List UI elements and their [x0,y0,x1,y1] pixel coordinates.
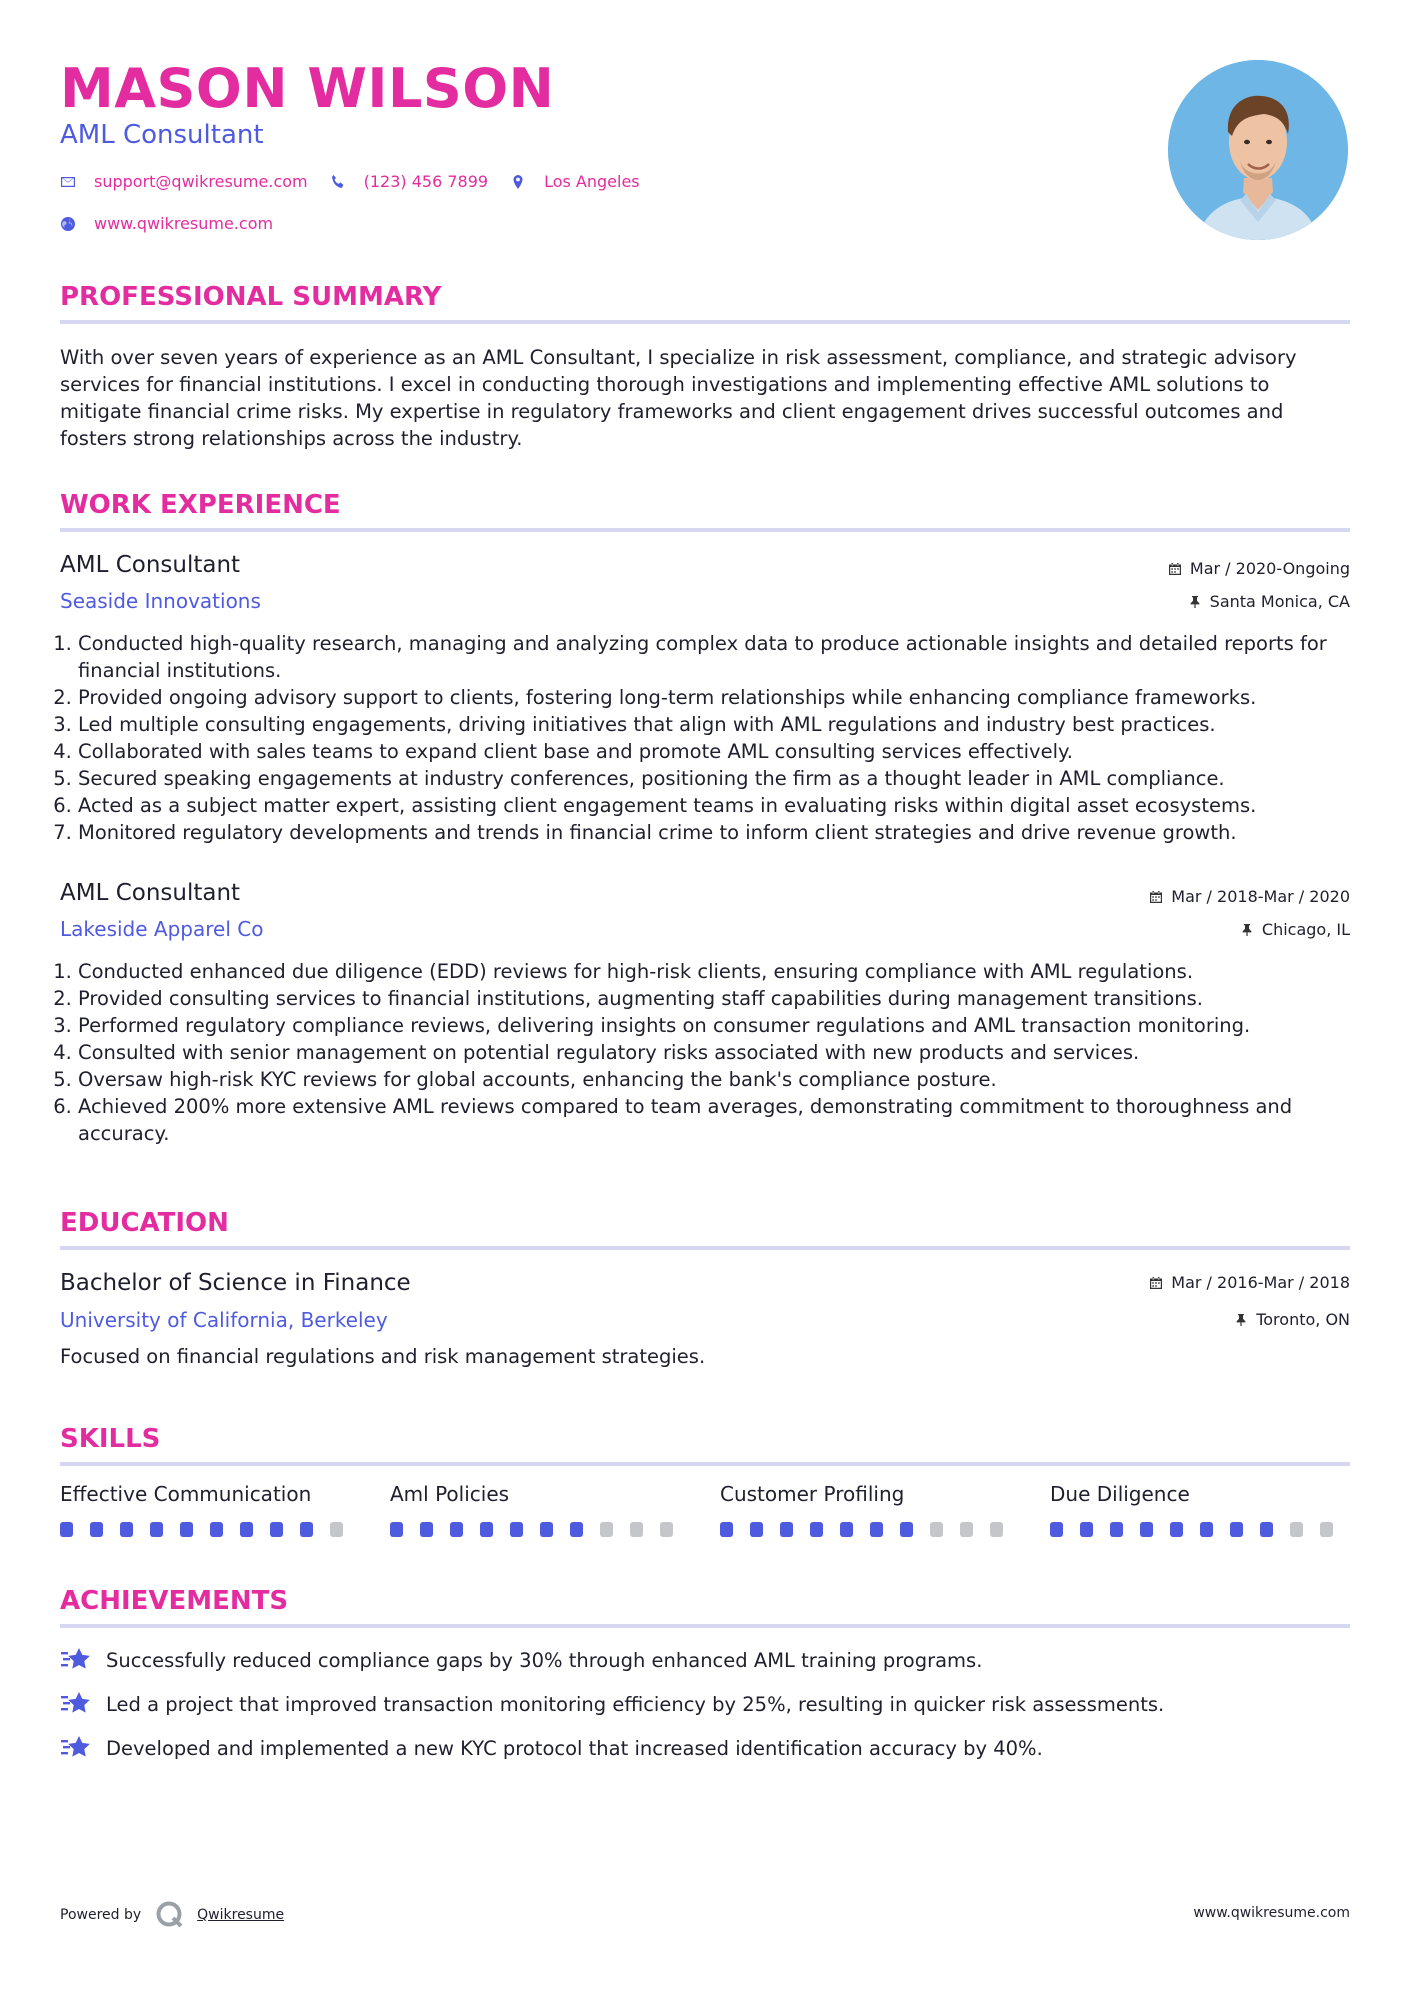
achievement-text: Led a project that improved transaction monitoring efficiency by 25%, resulting in quicker risk assessments. [106,1692,1165,1716]
experience-heading: WORK EXPERIENCE [60,490,341,520]
skill-dot-filled [780,1522,793,1537]
skill-dot-empty [930,1522,943,1537]
skill-dot-filled [180,1522,193,1537]
skill-dot-filled [510,1522,523,1537]
skill-rating [1050,1522,1350,1537]
skill-dot-filled [210,1522,223,1537]
list-item: 6. Acted as a subject matter expert, assisting client engagement teams in evaluating risks within digital asset ecosystems. [78,792,1368,819]
skill-dot-filled [240,1522,253,1537]
summary-heading: PROFESSIONAL SUMMARY [60,282,442,312]
job-dates [1149,886,1350,908]
pushpin-icon [1234,1313,1248,1327]
envelope-icon [60,174,76,190]
location-text: Los Angeles [544,172,640,191]
phone-item[interactable] [330,172,488,191]
skill-name: Due Diligence [1050,1482,1190,1506]
list-item: 1. Conducted enhanced due diligence (EDD) reviews for high-risk clients, ensuring compliance with AML regulations. [78,958,1368,985]
skill-dot-filled [120,1522,133,1537]
brand-link[interactable]: Qwikresume [197,1907,285,1923]
education-divider [60,1246,1350,1250]
list-item: 4. Collaborated with sales teams to expand client base and promote AML consulting services effectively. [78,738,1368,765]
email-text: support@qwikresume.com [94,172,308,191]
skill-dot-filled [300,1522,313,1537]
map-pin-icon [510,174,526,190]
experience-divider [60,528,1350,532]
pushpin-icon [1188,595,1202,609]
skills-heading: SKILLS [60,1424,161,1454]
achievement-item [60,1690,1164,1718]
list-item: 3. Performed regulatory compliance reviews, delivering insights on consumer regulations and AML transaction monitoring. [78,1012,1368,1039]
resume-page [60,0,1350,1990]
star-icon [60,1646,92,1674]
calendar-icon [1168,562,1182,576]
list-item: 5. Secured speaking engagements at industry conferences, positioning the firm as a thought leader in AML compliance. [78,765,1368,792]
calendar-icon [1149,890,1163,904]
skill-dot-filled [1230,1522,1243,1537]
list-item: 2. Provided consulting services to financial institutions, augmenting staff capabilities during management transitions. [78,985,1368,1012]
skill-rating [720,1522,1020,1537]
education-description: Focused on financial regulations and risk management strategies. [60,1345,706,1368]
achievement-text: Successfully reduced compliance gaps by 30% through enhanced AML training programs. [106,1648,983,1672]
skill-item [1050,1480,1350,1537]
skill-dot-filled [720,1522,733,1537]
achievement-item [60,1646,982,1674]
skill-item [60,1480,360,1537]
skill-name: Aml Policies [390,1482,510,1506]
star-icon [60,1734,92,1762]
job-dates-text: Mar / 2018-Mar / 2020 [1171,887,1350,906]
skill-dot-filled [1080,1522,1093,1537]
profile-photo [1168,60,1348,240]
skill-dot-filled [90,1522,103,1537]
skill-name: Effective Communication [60,1482,312,1506]
skill-dot-empty [600,1522,613,1537]
summary-text: With over seven years of experience as an AML Consultant, I specialize in risk assessment, compliance, and strategic advisory services for financial institutions. I excel in conducting thorough investigations and implementing effective AML solutions to mitigate financial crime risks. My expertise in regulatory frameworks and client engagement drives successful outcomes and fosters strong relationships across the industry. [60,346,1297,450]
skill-dot-empty [960,1522,973,1537]
job-location [1240,919,1350,941]
education-location-text: Toronto, ON [1256,1310,1350,1329]
skill-dot-filled [840,1522,853,1537]
powered-by-label: Powered by [60,1907,142,1923]
job-location [1188,591,1350,613]
summary-divider [60,320,1350,324]
profile-photo-illustration [1168,60,1348,240]
degree-title: Bachelor of Science in Finance [60,1270,411,1296]
job-company: Lakeside Apparel Co [60,917,264,941]
job-bullets [60,630,1368,846]
skill-dot-filled [570,1522,583,1537]
skill-dot-filled [900,1522,913,1537]
skill-dot-empty [1290,1522,1303,1537]
skill-dot-filled [480,1522,493,1537]
candidate-role: AML Consultant [60,120,264,150]
skill-dot-filled [870,1522,883,1537]
job-location-text: Santa Monica, CA [1209,592,1350,611]
education-dates [1149,1272,1350,1294]
skill-rating [60,1522,360,1537]
education-dates-text: Mar / 2016-Mar / 2018 [1171,1273,1350,1292]
achievements-divider [60,1624,1350,1628]
skill-rating [390,1522,690,1537]
skill-dot-filled [1110,1522,1123,1537]
footer-powered-by [60,1900,284,1930]
skill-dot-filled [1140,1522,1153,1537]
achievement-item [60,1734,1043,1762]
skill-dot-empty [1320,1522,1333,1537]
skill-dot-filled [420,1522,433,1537]
skill-dot-filled [450,1522,463,1537]
skill-dot-filled [810,1522,823,1537]
candidate-name: MASON WILSON [60,57,555,120]
education-heading: EDUCATION [60,1208,229,1238]
education-location [1234,1309,1350,1331]
skill-dot-filled [390,1522,403,1537]
skill-dot-empty [990,1522,1003,1537]
achievement-text: Developed and implemented a new KYC protocol that increased identification accuracy by 40%. [106,1736,1043,1760]
school-name: University of California, Berkeley [60,1308,388,1332]
skill-dot-empty [330,1522,343,1537]
location-item [510,172,640,191]
skill-dot-filled [1200,1522,1213,1537]
phone-icon [330,174,346,190]
website-item[interactable] [60,214,273,233]
achievements-heading: ACHIEVEMENTS [60,1586,289,1616]
list-item: 6. Achieved 200% more extensive AML reviews compared to team averages, demonstrating commitment to thoroughness and accuracy. [78,1093,1368,1147]
list-item: 7. Monitored regulatory developments and trends in financial crime to inform client strategies and drive revenue growth. [78,819,1368,846]
job-dates [1168,558,1350,580]
contact-row-2 [60,214,295,233]
list-item: 5. Oversaw high-risk KYC reviews for global accounts, enhancing the bank's compliance posture. [78,1066,1368,1093]
qwikresume-logo-icon [155,1900,185,1930]
skill-dot-filled [150,1522,163,1537]
job-title: AML Consultant [60,880,241,906]
list-item: 4. Consulted with senior management on potential regulatory risks associated with new products and services. [78,1039,1368,1066]
skill-dot-filled [750,1522,763,1537]
skill-dot-filled [1260,1522,1273,1537]
job-title: AML Consultant [60,552,241,578]
footer-website[interactable]: www.qwikresume.com [1193,1905,1350,1921]
skill-dot-filled [1170,1522,1183,1537]
skill-dot-empty [630,1522,643,1537]
skill-item [390,1480,690,1537]
job-bullets [60,958,1368,1147]
skill-dot-filled [540,1522,553,1537]
list-item: 1. Conducted high-quality research, managing and analyzing complex data to produce actionable insights and detailed reports for financial institutions. [78,630,1368,684]
list-item: 2. Provided ongoing advisory support to clients, fostering long-term relationships while enhancing compliance frameworks. [78,684,1368,711]
job-location-text: Chicago, IL [1261,920,1350,939]
job-company: Seaside Innovations [60,589,261,613]
skill-name: Customer Profiling [720,1482,905,1506]
skill-dot-filled [270,1522,283,1537]
calendar-icon [1149,1276,1163,1290]
star-icon [60,1690,92,1718]
website-text: www.qwikresume.com [94,214,274,233]
globe-icon [60,216,76,232]
skill-item [720,1480,1020,1537]
pushpin-icon [1240,923,1254,937]
skill-dot-empty [660,1522,673,1537]
skill-dot-filled [1050,1522,1063,1537]
email-item[interactable] [60,172,308,191]
list-item: 3. Led multiple consulting engagements, driving initiatives that align with AML regulations and industry best practices. [78,711,1368,738]
skill-dot-filled [60,1522,73,1537]
job-dates-text: Mar / 2020-Ongoing [1189,559,1350,578]
skills-divider [60,1462,1350,1466]
phone-text: (123) 456 7899 [363,172,489,191]
contact-row-1 [60,172,662,191]
